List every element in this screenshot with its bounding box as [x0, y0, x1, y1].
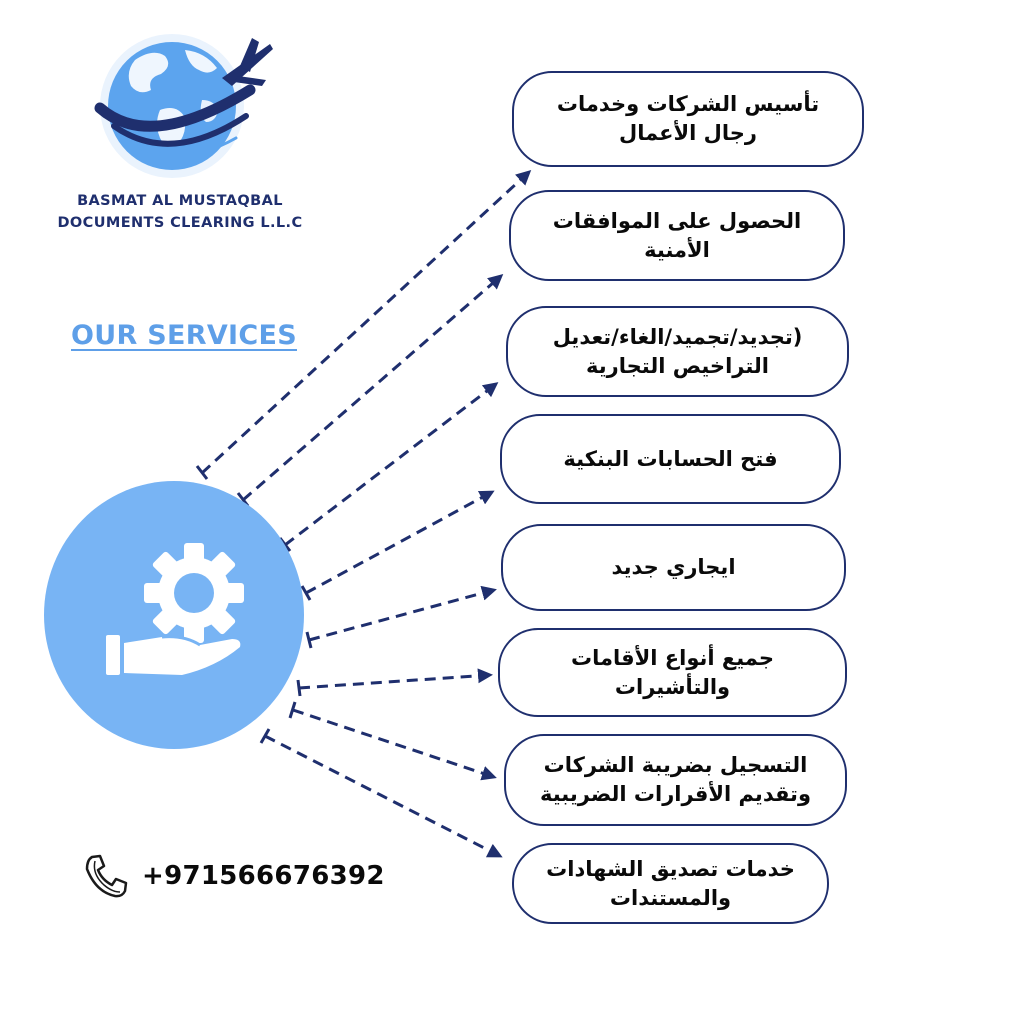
service-item-attestation — [512, 843, 829, 924]
service-label-line1: (تجديد/تجميد/الغاء/تعديل — [552, 324, 803, 349]
service-label-line2: التراخيص التجارية — [586, 353, 769, 378]
connector-arrow-6 — [299, 675, 490, 688]
service-item-security-approvals — [509, 190, 845, 281]
services-hub — [44, 481, 304, 749]
connector-cap-6 — [298, 680, 300, 696]
service-label-line1: تأسيس الشركات وخدمات — [556, 92, 820, 116]
phone-number: +971566676392 — [142, 861, 385, 891]
service-label-line1: ايجاري جديد — [611, 555, 736, 579]
section-title: OUR SERVICES — [71, 320, 297, 351]
service-label-line1: الحصول على الموافقات — [552, 208, 802, 233]
phone-icon — [82, 852, 130, 900]
service-label-line1: فتح الحسابات البنكية — [563, 446, 778, 471]
service-item-residencies-visas — [498, 628, 847, 717]
company-logo-icon — [90, 30, 275, 180]
connector-arrow-3 — [285, 384, 496, 545]
service-label-line2: والمستندات — [609, 885, 732, 910]
connector-arrow-2 — [243, 276, 501, 500]
service-label-line1: خدمات تصديق الشهادات — [546, 856, 795, 881]
connector-arrow-8 — [265, 736, 500, 856]
service-label-line1: التسجيل بضريبة الشركات — [543, 753, 808, 777]
service-label-line2: والتأشيرات — [614, 674, 731, 699]
company-name-line2: DOCUMENTS CLEARING L.L.C — [57, 215, 303, 231]
service-item-trade-licenses — [506, 306, 849, 397]
company-name — [40, 190, 320, 234]
service-label-line2: الأمنية — [644, 237, 710, 262]
connector-arrow-7 — [293, 710, 494, 777]
company-name-line1: BASMAT AL MUSTAQBAL — [77, 193, 283, 209]
service-label-line2: وتقديم الأقرارات الضريبية — [540, 782, 812, 806]
connector-arrow-5 — [309, 590, 494, 640]
connector-cap-5 — [307, 632, 311, 648]
service-label-line2: رجال الأعمال — [619, 121, 758, 145]
service-item-corporate-tax — [504, 734, 847, 826]
phone-contact — [82, 852, 385, 900]
gear-hand-icon — [104, 543, 244, 683]
service-item-company-formation — [512, 71, 864, 167]
service-label-line1: جميع أنواع الأقامات — [571, 645, 775, 670]
service-item-bank-accounts — [500, 414, 841, 504]
service-item-ejari — [501, 524, 846, 611]
